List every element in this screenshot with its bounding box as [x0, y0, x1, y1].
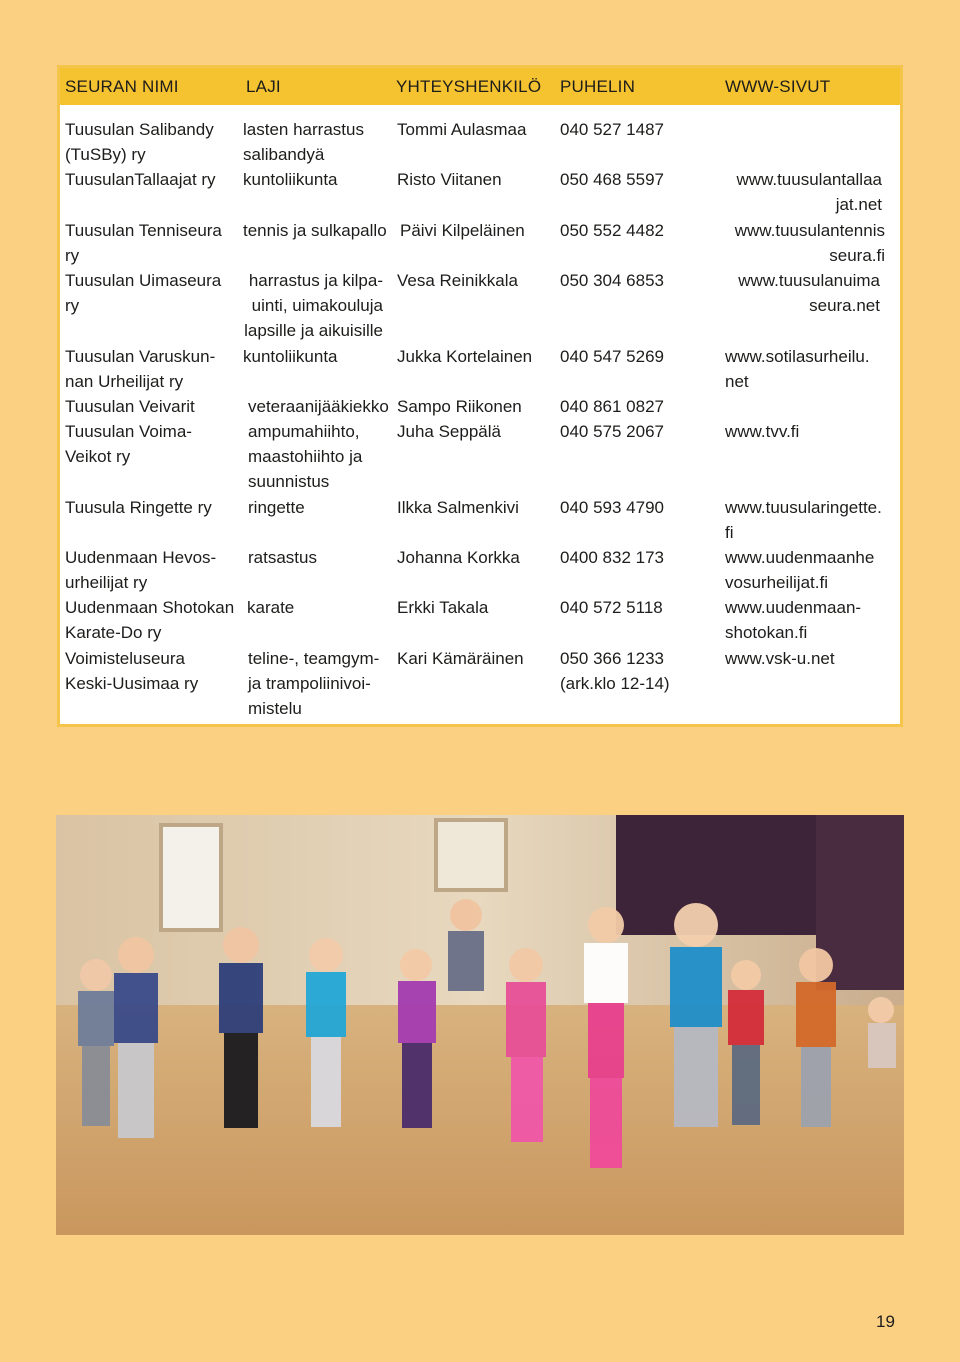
cell-sport: ampumahiihto, maastohiihto ja suunnistus [248, 422, 363, 491]
cell-website: www.tvv.fi [725, 422, 800, 441]
page-number: 19 [876, 1312, 895, 1331]
cell-website: www.tuusulantennis seura.fi [734, 221, 885, 265]
cell-contact: Risto Viitanen [397, 170, 502, 189]
header-contact: YHTEYSHENKILÖ [396, 77, 542, 96]
cell-club-name: Voimisteluseura Keski-Uusimaa ry [65, 649, 199, 693]
cell-club-name: Uudenmaan Shotokan Karate-Do ry [65, 598, 235, 642]
cell-contact: Juha Seppälä [397, 422, 501, 441]
children-dancing-photo [56, 815, 904, 1235]
cell-phone: 050 468 5597 [560, 170, 664, 189]
cell-phone: 050 304 6853 [560, 271, 664, 290]
cell-phone: 0400 832 173 [560, 548, 664, 567]
cell-website: www.uudenmaanhe vosurheilijat.fi [725, 548, 875, 592]
cell-phone: 040 547 5269 [560, 347, 664, 366]
cell-phone: 040 527 1487 [560, 120, 664, 139]
table-header [60, 68, 900, 105]
cell-club-name: Uudenmaan Hevos- urheilijat ry [65, 548, 217, 592]
cell-contact: Kari Kämäräinen [397, 649, 524, 668]
cell-phone: 040 575 2067 [560, 422, 664, 441]
cell-website: www.uudenmaan- shotokan.fi [725, 598, 862, 642]
cell-contact: Sampo Riikonen [397, 397, 522, 416]
cell-contact: Vesa Reinikkala [397, 271, 518, 290]
header-website: WWW-SIVUT [725, 77, 831, 96]
cell-sport: tennis ja sulkapallo [243, 221, 387, 240]
cell-contact: Päivi Kilpeläinen [400, 221, 525, 240]
cell-website: www.sotilasurheilu. net [725, 347, 870, 391]
cell-website: www.tuusularingette. fi [725, 498, 882, 542]
cell-website: www.tuusulantallaa jat.net [736, 170, 882, 214]
cell-contact: Johanna Korkka [397, 548, 520, 567]
cell-sport: ratsastus [248, 548, 317, 567]
cell-club-name: Tuusulan Veivarit [65, 397, 195, 416]
header-club-name: SEURAN NIMI [65, 77, 179, 96]
cell-phone: 040 572 5118 [560, 598, 663, 617]
cell-club-name: Tuusulan Varuskun- nan Urheilijat ry [65, 347, 216, 391]
cell-website: www.tuusulanuima seura.net [738, 271, 880, 315]
cell-phone: 050 552 4482 [560, 221, 664, 240]
photo-illustration [56, 815, 904, 1235]
cell-phone: 050 366 1233 (ark.klo 12-14) [560, 649, 670, 693]
cell-sport: karate [247, 598, 295, 617]
cell-sport: kuntoliikunta [243, 347, 338, 366]
cell-sport: kuntoliikunta [243, 170, 338, 189]
cell-contact: Jukka Kortelainen [397, 347, 533, 366]
cell-contact: Erkki Takala [397, 598, 489, 617]
cell-club-name: Tuusulan Uimaseura ry [65, 271, 222, 315]
cell-sport: ringette [248, 498, 305, 517]
cell-contact: Tommi Aulasmaa [397, 120, 527, 139]
cell-sport: harrastus ja kilpa- uinti, uimakouluja lapsille ja aikuisille [244, 271, 383, 340]
cell-club-name: Tuusulan Voima- Veikot ry [65, 422, 192, 466]
cell-sport: veteraanijääkiekko [248, 397, 389, 416]
cell-club-name: Tuusula Ringette ry [65, 498, 212, 517]
header-phone: PUHELIN [560, 77, 636, 96]
cell-club-name: Tuusulan Tenniseura ry [65, 221, 222, 265]
cell-contact: Ilkka Salmenkivi [397, 498, 519, 517]
cell-phone: 040 861 0827 [560, 397, 664, 416]
cell-club-name: Tuusulan Salibandy (TuSBy) ry [65, 120, 214, 164]
clubs-table [57, 65, 903, 727]
cell-phone: 040 593 4790 [560, 498, 664, 517]
header-sport: LAJI [246, 77, 281, 96]
cell-sport: lasten harrastus salibandyä [243, 120, 364, 164]
cell-website: www.vsk-u.net [725, 649, 835, 668]
cell-sport: teline-, teamgym- ja trampoliinivoi- mistelu [248, 649, 380, 718]
cell-club-name: TuusulanTallaajat ry [65, 170, 216, 189]
